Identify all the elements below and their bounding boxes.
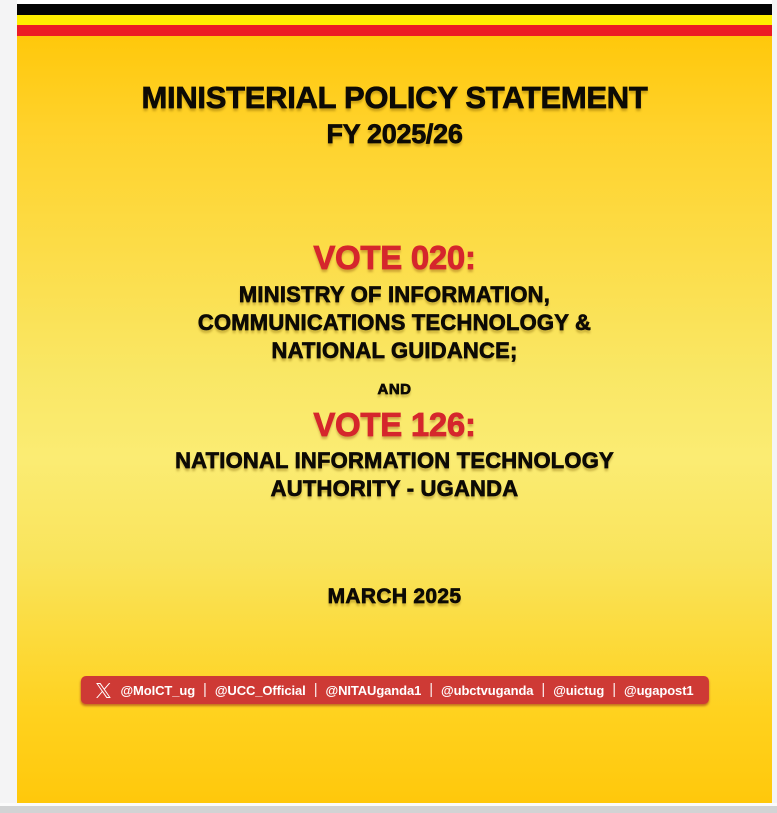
- social-handle-ubc: @ubctvuganda: [441, 682, 534, 698]
- vote-126-heading: VOTE 126:: [313, 406, 476, 443]
- conjunction-and: AND: [377, 381, 412, 398]
- vote-126-org-line-2: AUTHORITY - UGANDA: [270, 476, 519, 501]
- social-handle-ucc: @UCC_Official: [214, 682, 306, 698]
- flag-stripe-yellow: [17, 15, 772, 25]
- vote-020-org-line-3: NATIONAL GUIDANCE;: [271, 338, 518, 363]
- flag-stripe-red: [17, 25, 772, 36]
- vote-126-org-line-1: NATIONAL INFORMATION TECHNOLOGY: [175, 448, 614, 473]
- social-handle-uict: @uictug: [553, 682, 605, 698]
- vote-020-organisation: [17, 281, 772, 365]
- flag-stripe-black: [17, 4, 772, 15]
- fiscal-year: FY 2025/26: [326, 119, 463, 149]
- document-title: MINISTERIAL POLICY STATEMENT: [141, 80, 648, 115]
- vote-126-organisation: [17, 447, 772, 503]
- vote-020-org-line-2: COMMUNICATIONS TECHNOLOGY &: [197, 310, 592, 335]
- social-handle-nita: @NITAUganda1: [325, 682, 422, 698]
- handle-separator: |: [313, 680, 318, 698]
- x-logo-icon: [95, 683, 110, 698]
- social-handle-ugapost: @ugapost1: [623, 682, 694, 698]
- handle-separator: |: [203, 680, 207, 698]
- horizontal-scrollbar[interactable]: [0, 806, 777, 813]
- social-handle-moict: @MoICT_ug: [120, 682, 196, 698]
- handle-separator: |: [612, 680, 616, 698]
- handle-separator: |: [429, 680, 434, 698]
- vote-020-heading: VOTE 020:: [313, 239, 476, 276]
- social-handles-bar: [80, 676, 708, 704]
- vote-020-org-line-1: MINISTRY OF INFORMATION,: [238, 282, 551, 307]
- handle-separator: |: [541, 680, 546, 698]
- publication-date: MARCH 2025: [327, 585, 462, 608]
- cover-page: [17, 36, 772, 803]
